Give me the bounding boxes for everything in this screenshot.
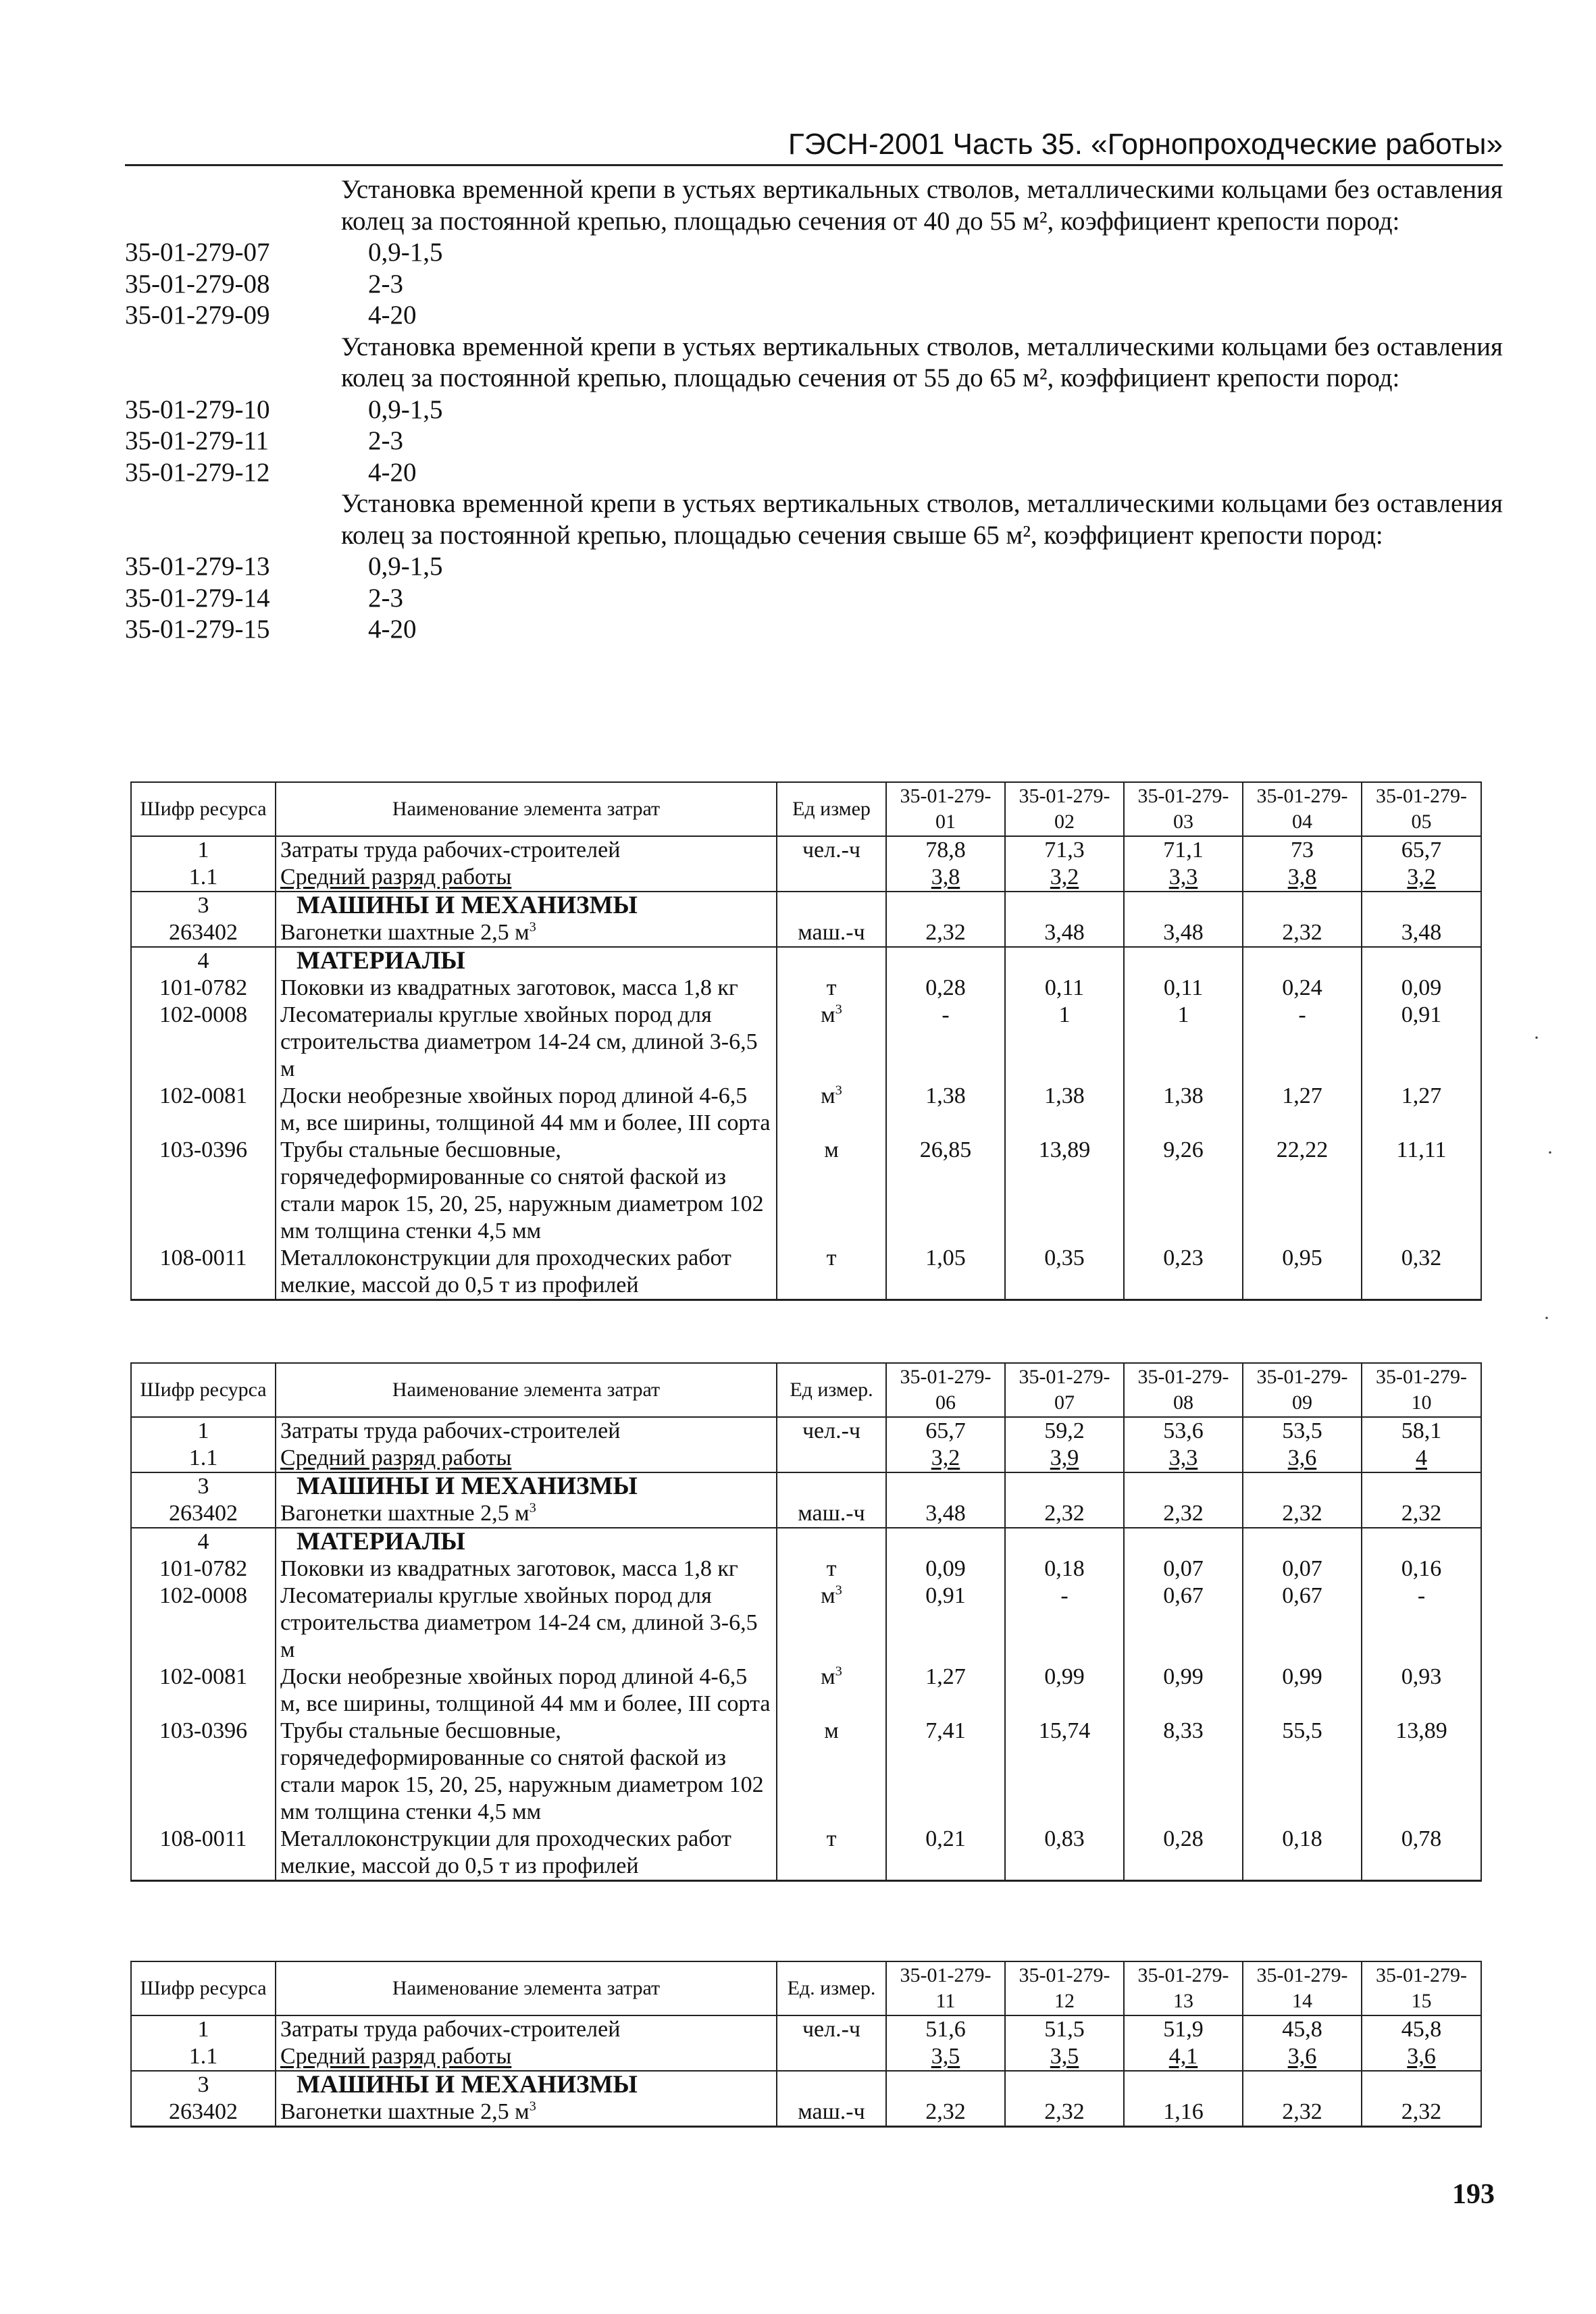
group-title: МАШИНЫ И МЕХАНИЗМЫ [276, 1472, 777, 1500]
resource-unit: т [777, 975, 886, 1002]
resource-value: 8,33 [1124, 1718, 1243, 1826]
empty-cell [1124, 947, 1243, 975]
resource-name: Доски необрезные хвойных пород длиной 4-6,5 м, все ширины, толщиной 44 мм и более, III сорта [276, 1664, 777, 1718]
resource-row [131, 1500, 1481, 1528]
resource-value: 15,74 [1005, 1718, 1124, 1826]
resource-name: Лесоматериалы круглые хвойных пород для строительства диаметром 14-24 см, длиной 3-6,5 м [276, 1002, 777, 1083]
resource-value: 1,27 [1243, 1083, 1362, 1137]
resource-value: 3,5 [886, 2043, 1005, 2071]
resource-value: - [886, 1002, 1005, 1083]
resource-value: 0,11 [1124, 975, 1243, 1002]
empty-cell [1005, 1472, 1124, 1500]
resource-value: 2,32 [1124, 1500, 1243, 1528]
header-norm-code: 35-01-279- 09 [1243, 1363, 1362, 1417]
resource-value: 2,32 [1005, 2099, 1124, 2127]
header-unit: Ед измер. [777, 1363, 886, 1417]
resource-code: 1 [131, 2015, 276, 2043]
group-title: МАШИНЫ И МЕХАНИЗМЫ [276, 892, 777, 919]
resource-value: 0,07 [1124, 1555, 1243, 1583]
resource-value: 0,21 [886, 1826, 1005, 1881]
resource-value: 3,3 [1124, 864, 1243, 892]
resource-value: 0,67 [1124, 1583, 1243, 1664]
resource-code: 263402 [131, 919, 276, 947]
resource-unit: $м^3$ [777, 1664, 886, 1718]
resource-unit [777, 864, 886, 892]
resource-row [131, 1555, 1481, 1583]
resource-code: 3 [131, 1472, 276, 1500]
resource-code: 4 [131, 947, 276, 975]
header-name: Наименование элемента затрат [276, 1961, 777, 2015]
spec-text: 0,9-1,5 [368, 238, 443, 267]
spec-code: 35-01-279-11 [125, 426, 269, 455]
resource-code: 1.1 [131, 864, 276, 892]
resource-row [131, 2043, 1481, 2071]
header-norm-code: 35-01-279- 01 [886, 782, 1005, 836]
spec-text: 2-3 [368, 426, 403, 455]
group-title: МАШИНЫ И МЕХАНИЗМЫ [276, 2071, 777, 2099]
resource-name: Трубы стальные бесшовные, горячедеформированные со снятой фаской из стали марок 15, 20, 25, наружным диаметром 102 мм толщина стенки 4,5 мм [276, 1718, 777, 1826]
resource-name: Металлоконструкции для проходческих работ мелкие, массой до 0,5 т из профилей [276, 1826, 777, 1881]
group-title: МАТЕРИАЛЫ [276, 947, 777, 975]
resource-name: Затраты труда рабочих-строителей [276, 1417, 777, 1445]
resource-name: Поковки из квадратных заготовок, масса 1,8 кг [276, 1555, 777, 1583]
resource-value: 73 [1243, 836, 1362, 864]
resource-value: - [1005, 1583, 1124, 1664]
resource-unit: т [777, 1826, 886, 1881]
resource-value: 3,48 [1124, 919, 1243, 947]
resource-value: 65,7 [886, 1417, 1005, 1445]
resource-code: 263402 [131, 1500, 276, 1528]
spec-code: 35-01-279-10 [125, 394, 270, 424]
resource-value: 59,2 [1005, 1417, 1124, 1445]
resource-row [131, 2099, 1481, 2127]
resource-unit: т [777, 1245, 886, 1300]
header-norm-code: 35-01-279- 06 [886, 1363, 1005, 1417]
header-norm-code: 35-01-279- 08 [1124, 1363, 1243, 1417]
resource-value: 3,6 [1243, 1445, 1362, 1472]
empty-cell [777, 947, 886, 975]
resource-row [131, 1718, 1481, 1826]
resource-value: 0,95 [1243, 1245, 1362, 1300]
empty-cell [886, 947, 1005, 975]
resource-value: 26,85 [886, 1137, 1005, 1245]
resource-row [131, 1083, 1481, 1137]
resource-value: 0,16 [1362, 1555, 1481, 1583]
header-norm-code: 35-01-279- 14 [1243, 1961, 1362, 2015]
header-code: Шифр ресурса [131, 1363, 276, 1417]
resource-value: 0,93 [1362, 1664, 1481, 1718]
resource-code: 102-0008 [131, 1002, 276, 1083]
header-norm-code: 35-01-279- 13 [1124, 1961, 1243, 2015]
spec-row [125, 426, 1503, 457]
spec-row [125, 300, 1503, 332]
resource-value: 3,2 [1005, 864, 1124, 892]
resource-value: 3,48 [1005, 919, 1124, 947]
resource-value: 51,5 [1005, 2015, 1124, 2043]
resource-row [131, 919, 1481, 947]
empty-cell [1362, 2071, 1481, 2099]
spec-text: Установка временной крепи в устьях вертикальных стволов, металлическими кольцами без оставления колец за постоянной крепью, площадью сечения от 40 до 55 м², коэффициент крепости пород: [341, 175, 1503, 236]
resource-code: 102-0081 [131, 1083, 276, 1137]
spec-section [125, 332, 1503, 394]
resource-code: 108-0011 [131, 1826, 276, 1881]
resource-code: 101-0782 [131, 975, 276, 1002]
empty-cell [1243, 947, 1362, 975]
empty-cell [1124, 892, 1243, 919]
resource-code: 3 [131, 892, 276, 919]
resource-value: 13,89 [1362, 1718, 1481, 1826]
header-code: Шифр ресурса [131, 782, 276, 836]
group-row [131, 892, 1481, 919]
spec-text: 4-20 [368, 301, 417, 330]
resource-value: 0,83 [1005, 1826, 1124, 1881]
resource-code: 1.1 [131, 2043, 276, 2071]
resource-value: 1,16 [1124, 2099, 1243, 2127]
empty-cell [1362, 1472, 1481, 1500]
resource-name: Затраты труда рабочих-строителей [276, 2015, 777, 2043]
resource-row [131, 1445, 1481, 1472]
resource-value: 0,99 [1243, 1664, 1362, 1718]
spec-code: 35-01-279-09 [125, 301, 270, 330]
empty-cell [777, 1528, 886, 1555]
norm-table-3 [130, 1961, 1482, 2128]
resource-value: 11,11 [1362, 1137, 1481, 1245]
spec-row [125, 237, 1503, 269]
resource-value: 3,8 [886, 864, 1005, 892]
resource-value: 0,91 [1362, 1002, 1481, 1083]
header-norm-code: 35-01-279- 12 [1005, 1961, 1124, 2015]
resource-row [131, 1664, 1481, 1718]
resource-row [131, 864, 1481, 892]
resource-value: 0,35 [1005, 1245, 1124, 1300]
resource-value: 1 [1005, 1002, 1124, 1083]
empty-cell [1005, 1528, 1124, 1555]
resource-value: 45,8 [1362, 2015, 1481, 2043]
header-norm-code: 35-01-279- 05 [1362, 782, 1481, 836]
resource-name: Средний разряд работы [276, 1445, 777, 1472]
resource-value: 2,32 [1243, 1500, 1362, 1528]
header-norm-code: 35-01-279- 04 [1243, 782, 1362, 836]
empty-cell [1362, 1528, 1481, 1555]
resource-value: 71,3 [1005, 836, 1124, 864]
resource-value: 0,99 [1124, 1664, 1243, 1718]
resource-value: 2,32 [1005, 1500, 1124, 1528]
norm-table-2 [130, 1362, 1482, 1882]
resource-value: 2,32 [886, 919, 1005, 947]
resource-code: 3 [131, 2071, 276, 2099]
resource-value: 0,28 [886, 975, 1005, 1002]
empty-cell [777, 2071, 886, 2099]
spec-section [125, 174, 1503, 237]
resource-value: 3,6 [1362, 2043, 1481, 2071]
empty-cell [1124, 2071, 1243, 2099]
group-row [131, 2071, 1481, 2099]
resource-value: 2,32 [886, 2099, 1005, 2127]
empty-cell [886, 892, 1005, 919]
resource-name: Средний разряд работы [276, 864, 777, 892]
spec-text: 4-20 [368, 615, 417, 644]
header-code: Шифр ресурса [131, 1961, 276, 2015]
resource-value: 1,05 [886, 1245, 1005, 1300]
resource-unit: чел.-ч [777, 836, 886, 864]
spec-row [125, 457, 1503, 489]
resource-unit: маш.-ч [777, 919, 886, 947]
resource-value: 0,78 [1362, 1826, 1481, 1881]
running-header [125, 125, 1503, 166]
empty-cell [1005, 947, 1124, 975]
resource-name: Доски необрезные хвойных пород длиной 4-6,5 м, все ширины, толщиной 44 мм и более, III сорта [276, 1083, 777, 1137]
resource-value: 53,6 [1124, 1417, 1243, 1445]
resource-unit: маш.-ч [777, 1500, 886, 1528]
empty-cell [1124, 1472, 1243, 1500]
resource-name: Вагонетки шахтные 2,5 $м^3$ [276, 2099, 777, 2127]
spec-text: 4-20 [368, 457, 417, 487]
empty-cell [777, 892, 886, 919]
resource-value: 2,32 [1362, 1500, 1481, 1528]
group-title: МАТЕРИАЛЫ [276, 1528, 777, 1555]
resource-value: 2,32 [1243, 2099, 1362, 2127]
resource-value: 0,07 [1243, 1555, 1362, 1583]
resource-value: 3,3 [1124, 1445, 1243, 1472]
resource-value: 0,91 [886, 1583, 1005, 1664]
resource-value: 53,5 [1243, 1417, 1362, 1445]
resource-value: 9,26 [1124, 1137, 1243, 1245]
resource-row [131, 1245, 1481, 1300]
resource-value: 1,38 [1005, 1083, 1124, 1137]
resource-value: 0,24 [1243, 975, 1362, 1002]
spec-code: 35-01-279-13 [125, 552, 270, 581]
resource-value: 3,48 [1362, 919, 1481, 947]
resource-value: 3,9 [1005, 1445, 1124, 1472]
resource-code: 103-0396 [131, 1137, 276, 1245]
header-unit: Ед измер [777, 782, 886, 836]
resource-value: 1,38 [886, 1083, 1005, 1137]
resource-value: 1 [1124, 1002, 1243, 1083]
spec-row [125, 551, 1503, 583]
resource-row [131, 836, 1481, 864]
group-row [131, 1528, 1481, 1555]
specification-list [125, 174, 1503, 646]
resource-row [131, 1826, 1481, 1881]
header-norm-code: 35-01-279- 10 [1362, 1363, 1481, 1417]
resource-value: - [1362, 1583, 1481, 1664]
spec-row [125, 614, 1503, 646]
resource-row [131, 975, 1481, 1002]
resource-value: 0,09 [886, 1555, 1005, 1583]
header-norm-code: 35-01-279- 02 [1005, 782, 1124, 836]
resource-code: 102-0008 [131, 1583, 276, 1664]
resource-row [131, 1002, 1481, 1083]
header-norm-code: 35-01-279- 03 [1124, 782, 1243, 836]
header-norm-code: 35-01-279- 07 [1005, 1363, 1124, 1417]
resource-value: 3,8 [1243, 864, 1362, 892]
header-name: Наименование элемента затрат [276, 782, 777, 836]
spec-code: 35-01-279-14 [125, 583, 270, 613]
resource-unit: $м^3$ [777, 1583, 886, 1664]
resource-value: 0,32 [1362, 1245, 1481, 1300]
header-title: ГЭСН-2001 Часть 35. «Горнопроходческие работы» [788, 128, 1503, 161]
empty-cell [1243, 1472, 1362, 1500]
group-row [131, 1472, 1481, 1500]
spec-code: 35-01-279-08 [125, 269, 270, 299]
spec-row [125, 394, 1503, 426]
spec-text: 2-3 [368, 269, 403, 299]
resource-value: 0,18 [1005, 1555, 1124, 1583]
resource-unit: $м^3$ [777, 1002, 886, 1083]
empty-cell [886, 2071, 1005, 2099]
resource-unit: $м^3$ [777, 1083, 886, 1137]
spec-code: 35-01-279-07 [125, 238, 270, 267]
resource-value: 51,9 [1124, 2015, 1243, 2043]
resource-name: Трубы стальные бесшовные, горячедеформированные со снятой фаской из стали марок 15, 20, 25, наружным диаметром 102 мм толщина стенки 4,5 мм [276, 1137, 777, 1245]
resource-code: 1 [131, 836, 276, 864]
header-norm-code: 35-01-279- 15 [1362, 1961, 1481, 2015]
resource-unit [777, 2043, 886, 2071]
resource-value: 3,48 [886, 1500, 1005, 1528]
resource-unit: чел.-ч [777, 1417, 886, 1445]
empty-cell [886, 1528, 1005, 1555]
spec-section [125, 488, 1503, 551]
resource-name: Вагонетки шахтные 2,5 $м^3$ [276, 1500, 777, 1528]
resource-value: 0,09 [1362, 975, 1481, 1002]
resource-value: 13,89 [1005, 1137, 1124, 1245]
empty-cell [1005, 2071, 1124, 2099]
page-number: 193 [1452, 2179, 1495, 2210]
resource-value: 0,67 [1243, 1583, 1362, 1664]
resource-value: 65,7 [1362, 836, 1481, 864]
spec-text: 0,9-1,5 [368, 552, 443, 581]
resource-value: 51,6 [886, 2015, 1005, 2043]
resource-value: 0,18 [1243, 1826, 1362, 1881]
resource-value: 2,32 [1362, 2099, 1481, 2127]
resource-value: 1,38 [1124, 1083, 1243, 1137]
resource-name: Поковки из квадратных заготовок, масса 1,8 кг [276, 975, 777, 1002]
scan-mark: · [1547, 1141, 1553, 1164]
resource-unit [777, 1445, 886, 1472]
resource-name: Затраты труда рабочих-строителей [276, 836, 777, 864]
spec-text: 0,9-1,5 [368, 394, 443, 424]
spec-code: 35-01-279-15 [125, 615, 270, 644]
resource-code: 263402 [131, 2099, 276, 2127]
resource-value: 45,8 [1243, 2015, 1362, 2043]
header-name: Наименование элемента затрат [276, 1363, 777, 1417]
resource-code: 102-0081 [131, 1664, 276, 1718]
resource-unit: чел.-ч [777, 2015, 886, 2043]
empty-cell [1362, 947, 1481, 975]
resource-value: 7,41 [886, 1718, 1005, 1826]
spec-text: 2-3 [368, 583, 403, 613]
resource-code: 103-0396 [131, 1718, 276, 1826]
resource-value: 0,99 [1005, 1664, 1124, 1718]
resource-value: 71,1 [1124, 836, 1243, 864]
resource-value: 3,2 [1362, 864, 1481, 892]
spec-row [125, 583, 1503, 615]
scan-mark: · [1533, 1027, 1540, 1049]
empty-cell [1243, 892, 1362, 919]
empty-cell [777, 1472, 886, 1500]
resource-name: Вагонетки шахтные 2,5 $м^3$ [276, 919, 777, 947]
empty-cell [1005, 892, 1124, 919]
group-row [131, 947, 1481, 975]
resource-value: - [1243, 1002, 1362, 1083]
resource-value: 22,22 [1243, 1137, 1362, 1245]
header-norm-code: 35-01-279- 11 [886, 1961, 1005, 2015]
resource-unit: т [777, 1555, 886, 1583]
resource-row [131, 1583, 1481, 1664]
resource-code: 1.1 [131, 1445, 276, 1472]
spec-text: Установка временной крепи в устьях вертикальных стволов, металлическими кольцами без оставления колец за постоянной крепью, площадью сечения от 55 до 65 м², коэффициент крепости пород: [341, 332, 1503, 392]
resource-code: 108-0011 [131, 1245, 276, 1300]
resource-name: Лесоматериалы круглые хвойных пород для строительства диаметром 14-24 см, длиной 3-6,5 м [276, 1583, 777, 1664]
resource-unit: м [777, 1718, 886, 1826]
resource-name: Средний разряд работы [276, 2043, 777, 2071]
resource-value: 78,8 [886, 836, 1005, 864]
resource-value: 1,27 [886, 1664, 1005, 1718]
resource-unit: маш.-ч [777, 2099, 886, 2127]
resource-value: 3,2 [886, 1445, 1005, 1472]
resource-name: Металлоконструкции для проходческих работ мелкие, массой до 0,5 т из профилей [276, 1245, 777, 1300]
resource-code: 4 [131, 1528, 276, 1555]
empty-cell [886, 1472, 1005, 1500]
resource-row [131, 1417, 1481, 1445]
spec-text: Установка временной крепи в устьях вертикальных стволов, металлическими кольцами без оставления колец за постоянной крепью, площадью сечения свыше 65 м², коэффициент крепости пород: [341, 489, 1503, 550]
resource-row [131, 1137, 1481, 1245]
spec-code: 35-01-279-12 [125, 457, 270, 487]
resource-code: 101-0782 [131, 1555, 276, 1583]
resource-value: 3,6 [1243, 2043, 1362, 2071]
resource-value: 3,5 [1005, 2043, 1124, 2071]
spec-row [125, 269, 1503, 301]
resource-value: 4,1 [1124, 2043, 1243, 2071]
resource-value: 0,28 [1124, 1826, 1243, 1881]
empty-cell [1124, 1528, 1243, 1555]
resource-value: 1,27 [1362, 1083, 1481, 1137]
empty-cell [1362, 892, 1481, 919]
resource-value: 0,11 [1005, 975, 1124, 1002]
empty-cell [1243, 2071, 1362, 2099]
scan-mark: · [1543, 1307, 1550, 1329]
resource-value: 2,32 [1243, 919, 1362, 947]
resource-code: 1 [131, 1417, 276, 1445]
resource-value: 58,1 [1362, 1417, 1481, 1445]
resource-unit: м [777, 1137, 886, 1245]
norm-table-1 [130, 781, 1482, 1301]
header-unit: Ед. измер. [777, 1961, 886, 2015]
resource-value: 55,5 [1243, 1718, 1362, 1826]
empty-cell [1243, 1528, 1362, 1555]
resource-value: 4 [1362, 1445, 1481, 1472]
resource-value: 0,23 [1124, 1245, 1243, 1300]
resource-row [131, 2015, 1481, 2043]
